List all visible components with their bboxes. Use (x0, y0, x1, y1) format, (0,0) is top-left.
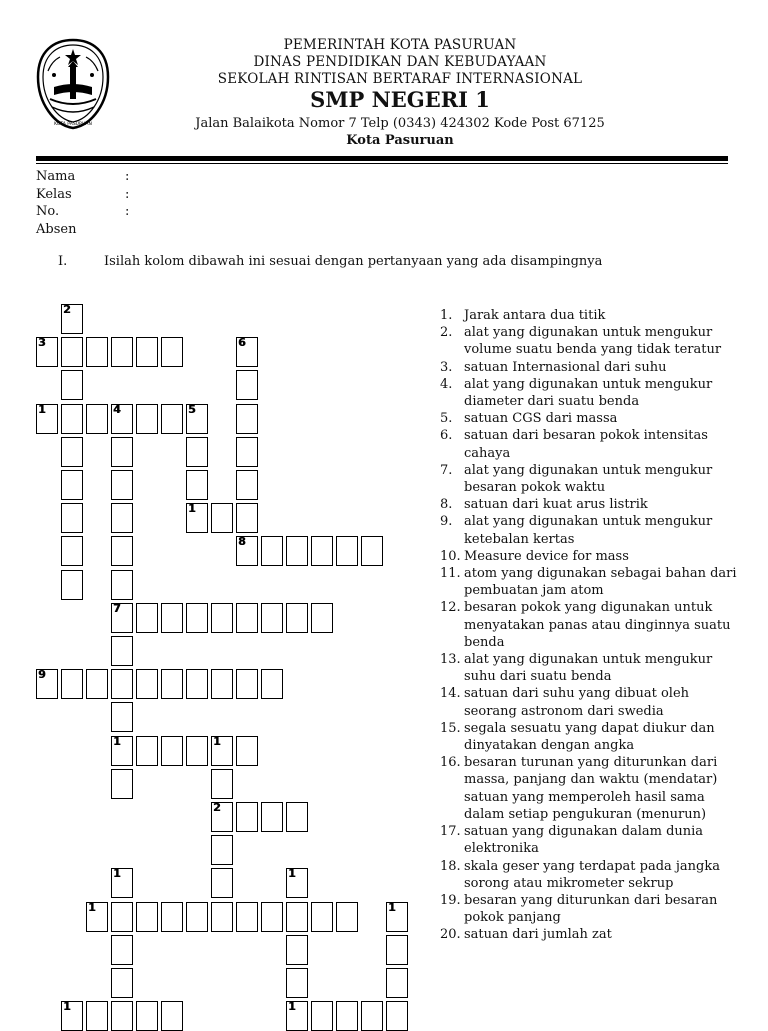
clue-text: Measure device for mass (464, 548, 629, 564)
crossword-cell[interactable] (111, 702, 133, 732)
clue-number: 15. (440, 720, 461, 736)
city-emblem-logo (34, 37, 112, 131)
crossword-cell[interactable] (111, 769, 133, 799)
crossword-cell[interactable] (386, 935, 408, 965)
crossword-cell[interactable] (86, 337, 108, 367)
clue-number: 18. (440, 858, 461, 874)
header-divider-thick (36, 156, 728, 161)
crossword-cell[interactable] (236, 503, 258, 533)
clue-item (440, 376, 740, 410)
crossword-cell[interactable] (236, 437, 258, 467)
crossword-cell[interactable] (161, 1001, 183, 1031)
crossword-cell[interactable] (311, 603, 333, 633)
crossword-cell[interactable] (211, 902, 233, 932)
clue-text: alat yang digunakan untuk mengukur suhu dari suatu benda (464, 652, 713, 685)
crossword-cell-number: 1 (113, 867, 121, 881)
crossword-cell[interactable] (136, 603, 158, 633)
crossword-cell-number: 1 (38, 402, 46, 416)
crossword-cell[interactable] (361, 536, 383, 566)
clue-item (440, 720, 740, 754)
crossword-cell[interactable] (236, 337, 258, 367)
clue-text: besaran pokok yang digunakan untuk menyatakan panas atau dinginnya suatu benda (464, 600, 731, 650)
crossword-cell[interactable] (386, 968, 408, 998)
crossword-cell[interactable] (61, 503, 83, 533)
clue-text: segala sesuatu yang dapat diukur dan dinyatakan dengan angka (464, 720, 715, 754)
crossword-cell[interactable] (336, 902, 358, 932)
clue-number: 7. (440, 462, 453, 478)
crossword-cell[interactable] (111, 736, 133, 766)
crossword-cell[interactable] (61, 437, 83, 467)
clue-number: 19. (440, 892, 461, 908)
clue-item (440, 496, 740, 513)
clue-text: satuan dari besaran pokok intensitas cahaya (464, 428, 708, 461)
clue-text: satuan Internasional dari suhu (464, 359, 667, 375)
crossword-cell[interactable] (211, 603, 233, 633)
clue-number: 12. (440, 600, 461, 616)
crossword-cell[interactable] (236, 370, 258, 400)
crossword-cell[interactable] (211, 802, 233, 832)
clue-item (440, 307, 740, 324)
school-name: SMP NEGERI 1 (310, 87, 490, 112)
crossword-cell[interactable] (111, 337, 133, 367)
crossword-cell[interactable] (61, 304, 83, 334)
clue-item (440, 462, 740, 496)
clue-text: satuan CGS dari massa (464, 411, 618, 427)
clue-number: 10. (440, 548, 461, 564)
crossword-cell[interactable] (261, 536, 283, 566)
crossword-cell[interactable] (161, 603, 183, 633)
crossword-cell[interactable] (236, 470, 258, 500)
crossword-cell[interactable] (211, 835, 233, 865)
crossword-cell[interactable] (261, 603, 283, 633)
crossword-cell[interactable] (386, 902, 408, 932)
clue-item (440, 513, 740, 547)
crossword-cell-number: 1 (188, 502, 196, 516)
header-line-department: DINAS PENDIDIKAN DAN KEBUDAYAAN (253, 54, 547, 70)
crossword-cell[interactable] (236, 603, 258, 633)
crossword-cell[interactable] (386, 1001, 408, 1031)
crossword-cell[interactable] (211, 736, 233, 766)
clue-item (440, 427, 740, 461)
clue-text: alat yang digunakan untuk mengukur ketebalan kertas (464, 514, 713, 547)
clue-number: 17. (440, 824, 461, 840)
identity-colon: : (125, 186, 130, 202)
crossword-cell[interactable] (36, 337, 58, 367)
crossword-cell[interactable] (111, 1001, 133, 1031)
crossword-cell-number: 8 (238, 535, 246, 549)
clue-item (440, 565, 740, 599)
crossword-cell[interactable] (111, 503, 133, 533)
crossword-cell[interactable] (236, 802, 258, 832)
crossword-cell-number: 2 (63, 303, 71, 316)
clue-item (440, 548, 740, 565)
clue-text: satuan dari kuat arus listrik (464, 497, 648, 513)
clue-item (440, 823, 740, 857)
crossword-cell[interactable] (311, 536, 333, 566)
clue-item (440, 892, 740, 926)
clue-number: 16. (440, 755, 461, 771)
clue-item (440, 926, 740, 943)
crossword-cell[interactable] (61, 536, 83, 566)
crossword-cell[interactable] (161, 404, 183, 434)
clue-number: 8. (440, 497, 453, 513)
clue-number: 20. (440, 927, 461, 943)
crossword-cell-number: 1 (288, 1000, 296, 1014)
crossword-cell[interactable] (111, 968, 133, 998)
clue-number: 9. (440, 514, 453, 530)
crossword-cell[interactable] (61, 1001, 83, 1031)
crossword-cell-number: 7 (113, 601, 121, 615)
header-line-government: PEMERINTAH KOTA PASURUAN (283, 37, 517, 53)
crossword-cell[interactable] (86, 902, 108, 932)
identity-colon: : (125, 204, 130, 219)
crossword-cell[interactable] (111, 437, 133, 467)
clue-text: satuan yang digunakan dalam dunia elektronika (464, 824, 704, 857)
crossword-cell[interactable] (311, 1001, 333, 1031)
crossword-cell[interactable] (111, 570, 133, 600)
crossword-cell[interactable] (111, 868, 133, 898)
crossword-cell-number: 1 (63, 1000, 71, 1014)
crossword-cell[interactable] (286, 603, 308, 633)
crossword-cell[interactable] (186, 437, 208, 467)
crossword-cell[interactable] (186, 503, 208, 533)
crossword-cell[interactable] (336, 1001, 358, 1031)
crossword-cell[interactable] (286, 935, 308, 965)
crossword-cell[interactable] (61, 470, 83, 500)
clue-text: alat yang digunakan untuk mengukur volume suatu benda yang tidak teratur (464, 325, 722, 358)
crossword-cell[interactable] (236, 669, 258, 699)
crossword-cell[interactable] (236, 404, 258, 434)
clue-text: satuan dari suhu yang dibuat oleh seorang astronom dari swedia (464, 686, 690, 719)
crossword-cell[interactable] (286, 902, 308, 932)
clue-number: 14. (440, 686, 461, 702)
crossword-cell[interactable] (86, 1001, 108, 1031)
crossword-cell[interactable] (61, 370, 83, 400)
crossword-cell[interactable] (261, 669, 283, 699)
crossword-cell[interactable] (286, 536, 308, 566)
clue-number: 13. (440, 652, 461, 668)
clue-number: 1. (440, 308, 453, 323)
identity-label: Kelas (36, 186, 72, 202)
clue-text: alat yang digunakan untuk mengukur diameter dari suatu benda (464, 376, 713, 410)
crossword-cell[interactable] (86, 404, 108, 434)
crossword-cell-number: 5 (188, 402, 196, 416)
clue-item (440, 359, 740, 376)
clue-text: besaran turunan yang diturunkan dari massa, panjang dan waktu (mendatar) satuan yang memperoleh hasil sama dalam setiap pengukuran (menurun) (464, 755, 718, 822)
crossword-cell[interactable] (111, 470, 133, 500)
crossword-cell-number: 3 (38, 336, 46, 350)
crossword-cell[interactable] (136, 1001, 158, 1031)
clue-text: besaran yang diturunkan dari besaran pokok panjang (464, 892, 718, 926)
crossword-cell[interactable] (111, 603, 133, 633)
crossword-cell[interactable] (286, 968, 308, 998)
crossword-cell[interactable] (211, 503, 233, 533)
crossword-cell[interactable] (286, 802, 308, 832)
clue-text: atom yang digunakan sebagai bahan dari pembuatan jam atom (464, 566, 737, 599)
crossword-cell-number: 1 (288, 867, 296, 881)
clue-item (440, 754, 740, 823)
crossword-cell-number: 6 (238, 336, 246, 350)
crossword-cell-number: 1 (113, 734, 121, 748)
crossword-cell[interactable] (111, 902, 133, 932)
crossword-cell-number: 1 (388, 900, 396, 914)
school-address: Jalan Balaikota Nomor 7 Telp (0343) 424302 Kode Post 67125 (195, 116, 605, 131)
crossword-cell[interactable] (186, 736, 208, 766)
clue-number: 11. (440, 566, 461, 582)
clue-text: Jarak antara dua titik (464, 308, 606, 323)
crossword-cell[interactable] (211, 769, 233, 799)
crossword-cell[interactable] (361, 1001, 383, 1031)
clue-text: alat yang digunakan untuk mengukur besaran pokok waktu (464, 462, 713, 496)
crossword-cell-number: 4 (113, 402, 121, 416)
clue-item (440, 651, 740, 685)
crossword-cell[interactable] (261, 802, 283, 832)
instruction-text: Isilah kolom dibawah ini sesuai dengan pertanyaan yang ada disampingnya (104, 254, 603, 269)
crossword-cell[interactable] (186, 669, 208, 699)
crossword-cell[interactable] (211, 669, 233, 699)
crossword-cell[interactable] (61, 570, 83, 600)
crossword-cell[interactable] (161, 736, 183, 766)
crossword-cell[interactable] (136, 669, 158, 699)
crossword-cell[interactable] (311, 902, 333, 932)
crossword-cell[interactable] (111, 404, 133, 434)
crossword-cell[interactable] (236, 902, 258, 932)
school-city: Kota Pasuruan (346, 133, 454, 148)
crossword-cell[interactable] (186, 603, 208, 633)
crossword-cell[interactable] (61, 337, 83, 367)
crossword-cell[interactable] (336, 536, 358, 566)
clue-item (440, 858, 740, 892)
crossword-cell[interactable] (236, 536, 258, 566)
identity-label: No. Absen (36, 204, 77, 237)
clue-list (440, 307, 740, 944)
clue-item (440, 410, 740, 427)
header-divider-thin (36, 163, 728, 164)
clue-item (440, 599, 740, 651)
clue-number: 4. (440, 376, 453, 392)
crossword-cell[interactable] (111, 669, 133, 699)
instruction-number: I. (58, 254, 68, 269)
crossword-cell[interactable] (161, 669, 183, 699)
clue-number: 6. (440, 428, 453, 444)
crossword-cell[interactable] (161, 337, 183, 367)
logo-caption: KOTA PASURUAN (54, 122, 92, 127)
crossword-cell[interactable] (36, 669, 58, 699)
crossword-cell[interactable] (286, 868, 308, 898)
crossword-cell[interactable] (61, 404, 83, 434)
crossword-cell[interactable] (111, 935, 133, 965)
crossword-cell[interactable] (211, 868, 233, 898)
crossword-cell-number: 9 (38, 668, 46, 682)
crossword-cell[interactable] (136, 404, 158, 434)
crossword-cell[interactable] (136, 902, 158, 932)
crossword-cell[interactable] (236, 736, 258, 766)
header-line-program: SEKOLAH RINTISAN BERTARAF INTERNASIONAL (217, 71, 583, 87)
crossword-cell[interactable] (161, 902, 183, 932)
crossword-cell[interactable] (36, 404, 58, 434)
crossword-cell[interactable] (186, 404, 208, 434)
clue-text: satuan dari jumlah zat (464, 927, 612, 943)
identity-colon: : (125, 169, 130, 184)
letterhead (110, 37, 690, 149)
crossword-cell[interactable] (111, 636, 133, 666)
clue-number: 2. (440, 325, 453, 341)
crossword-cell[interactable] (61, 669, 83, 699)
clue-item (440, 324, 740, 358)
clue-item (440, 685, 740, 719)
crossword-cell[interactable] (186, 470, 208, 500)
crossword-cell[interactable] (136, 337, 158, 367)
clue-text: skala geser yang terdapat pada jangka sorong atau mikrometer sekrup (464, 858, 721, 891)
crossword-cell[interactable] (261, 902, 283, 932)
crossword-cell-number: 2 (213, 801, 221, 814)
crossword-cell[interactable] (86, 669, 108, 699)
crossword-cell[interactable] (186, 902, 208, 932)
crossword-cell-number: 1 (213, 734, 221, 748)
clue-number: 5. (440, 411, 453, 427)
crossword-cell[interactable] (136, 736, 158, 766)
identity-label: Nama (36, 169, 76, 184)
crossword-cell-number: 1 (88, 900, 96, 914)
clue-number: 3. (440, 359, 453, 375)
crossword-cell[interactable] (111, 536, 133, 566)
crossword-cell[interactable] (286, 1001, 308, 1031)
